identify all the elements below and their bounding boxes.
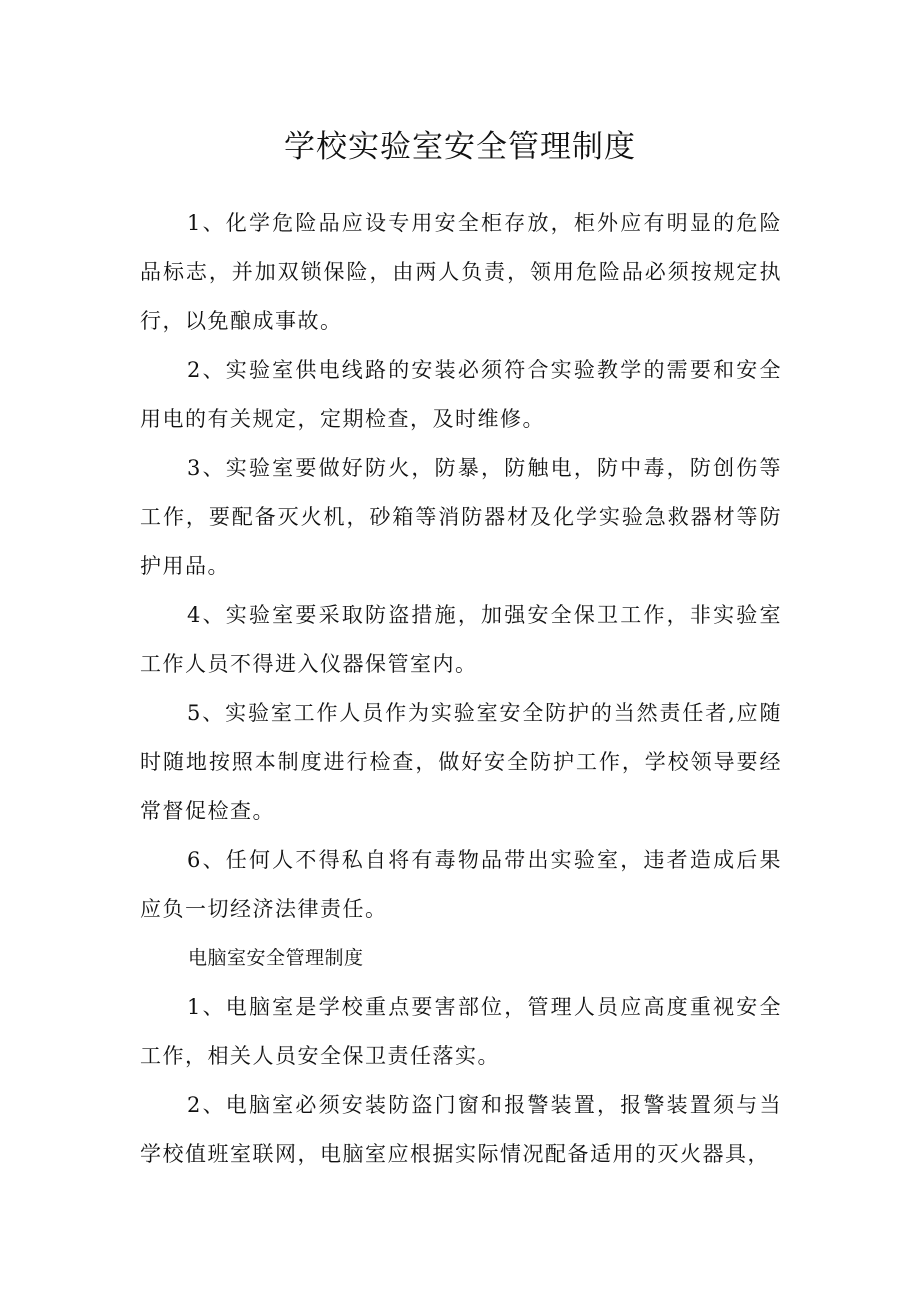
document-title: 学校实验室安全管理制度 [284,129,636,165]
paragraph-5: 5、实验室工作人员作为实验室安全防护的当然责任者,应随时随地按照本制度进行检查，做好安全防护工作，学校领导要经常督促检查。 [140,701,782,823]
document-body [140,199,782,1179]
computer-room-paragraph-2: 2、电脑室必须安装防盗门窗和报警装置，报警装置须与当学校值班室联网，电脑室应根据实际情况配备适用的灭火器具， [140,1093,782,1166]
paragraph-4: 4、实验室要采取防盗措施，加强安全保卫工作，非实验室工作人员不得进入仪器保管室内。 [140,603,782,676]
section-subheading: 电脑室安全管理制度 [188,947,364,969]
paragraph-3: 3、实验室要做好防火，防暴，防触电，防中毒，防创伤等工作，要配备灭火机，砂箱等消防器材及化学实验急救器材等防护用品。 [140,456,782,578]
paragraph-1: 1、化学危险品应设专用安全柜存放，柜外应有明显的危险品标志，并加双锁保险，由两人负责，领用危险品必须按规定执行，以免酿成事故。 [140,211,782,333]
paragraph-2: 2、实验室供电线路的安装必须符合实验教学的需要和安全用电的有关规定，定期检查，及时维修。 [140,358,782,431]
computer-room-paragraph-1: 1、电脑室是学校重点要害部位，管理人员应高度重视安全工作，相关人员安全保卫责任落实。 [140,995,782,1068]
paragraph-6: 6、任何人不得私自将有毒物品带出实验室，违者造成后果应负一切经济法律责任。 [140,848,782,921]
